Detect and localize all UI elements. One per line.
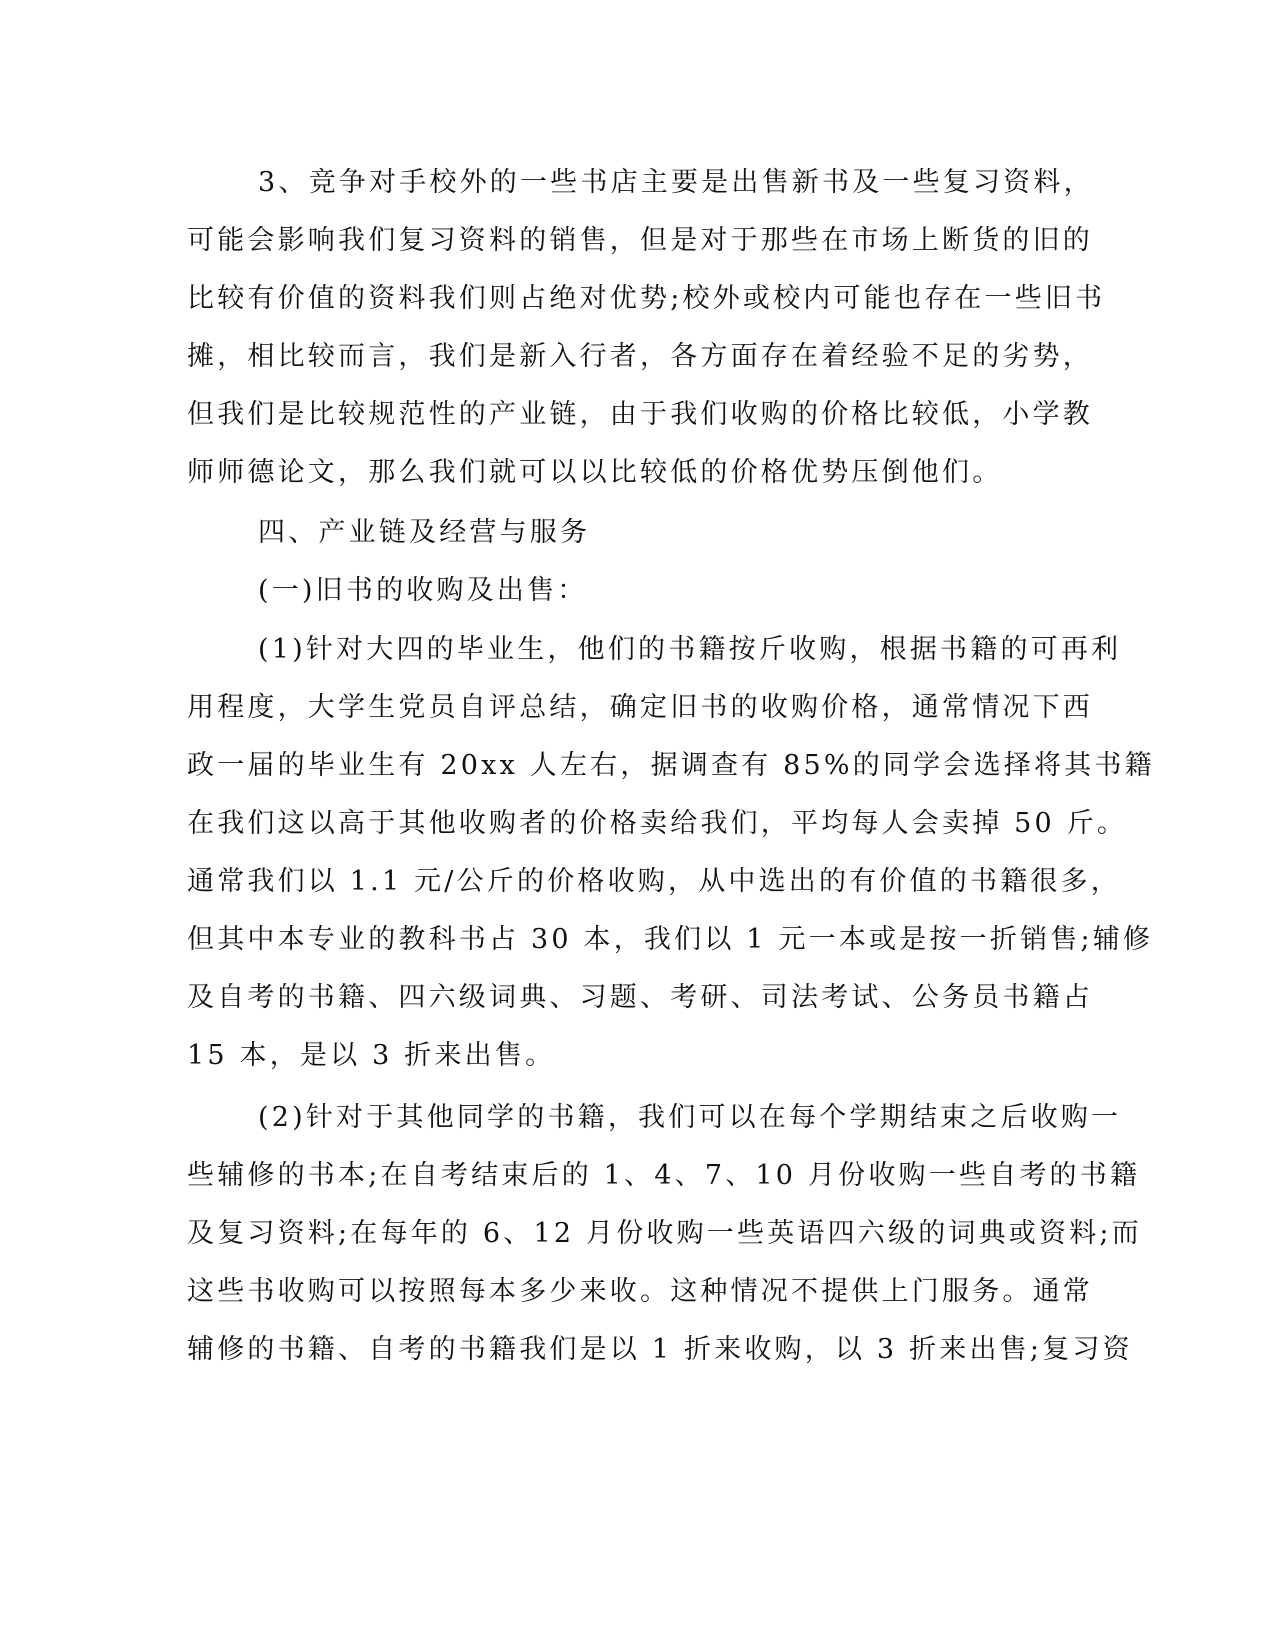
- paragraph-competition-line-5: 但我们是比较规范性的产业链，由于我们收购的价格比较低，小学教: [187, 399, 1093, 430]
- subsection-heading: (一)旧书的收购及出售：: [258, 575, 588, 606]
- paragraph-others-line-1: (2)针对于其他同学的书籍，我们可以在每个学期结束之后收购一: [258, 1102, 1122, 1133]
- paragraph-graduates-line-6: 但其中本专业的教科书占 30 本，我们以 1 元一本或是按一折销售;辅修: [187, 924, 1154, 955]
- paragraph-competition-line-3: 比较有价值的资料我们则占绝对优势;校外或校内可能也存在一些旧书: [187, 283, 1106, 314]
- paragraph-graduates-line-4: 在我们这以高于其他收购者的价格卖给我们，平均每人会卖掉 50 斤。: [187, 808, 1128, 839]
- paragraph-graduates-line-1: (1)针对大四的毕业生，他们的书籍按斤收购，根据书籍的可再利: [258, 634, 1122, 665]
- paragraph-others-line-5: 辅修的书籍、自考的书籍我们是以 1 折来收购，以 3 折来出售;复习资: [187, 1334, 1133, 1365]
- paragraph-graduates-line-5: 通常我们以 1.1 元/公斤的价格收购，从中选出的有价值的书籍很多，: [187, 866, 1121, 897]
- paragraph-others-line-3: 及复习资料;在每年的 6、12 月份收购一些英语四六级的词典或资料;而: [187, 1218, 1142, 1249]
- paragraph-others-line-4: 这些书收购可以按照每本多少来收。这种情况不提供上门服务。通常: [187, 1276, 1093, 1307]
- paragraph-competition-line-2: 可能会影响我们复习资料的销售，但是对于那些在市场上断货的旧的: [187, 225, 1093, 256]
- paragraph-competition-line-1: 3、竞争对手校外的一些书店主要是出售新书及一些复习资料，: [258, 167, 1094, 198]
- paragraph-graduates-line-7: 及自考的书籍、四六级词典、习题、考研、司法考试、公务员书籍占: [187, 982, 1093, 1013]
- paragraph-competition-line-6: 师师德论文，那么我们就可以以比较低的价格优势压倒他们。: [187, 457, 1003, 488]
- paragraph-graduates-line-8: 15 本，是以 3 折来出售。: [187, 1040, 556, 1071]
- paragraph-graduates-line-3: 政一届的毕业生有 20xx 人左右，据调查有 85%的同学会选择将其书籍: [187, 750, 1155, 781]
- paragraph-graduates-line-2: 用程度，大学生党员自评总结，确定旧书的收购价格，通常情况下西: [187, 692, 1093, 723]
- paragraph-competition-line-4: 摊，相比较而言，我们是新入行者，各方面存在着经验不足的劣势，: [187, 341, 1093, 372]
- paragraph-others-line-2: 些辅修的书本;在自考结束后的 1、4、7、10 月份收购一些自考的书籍: [187, 1160, 1141, 1191]
- section-heading: 四、产业链及经营与服务: [258, 517, 591, 548]
